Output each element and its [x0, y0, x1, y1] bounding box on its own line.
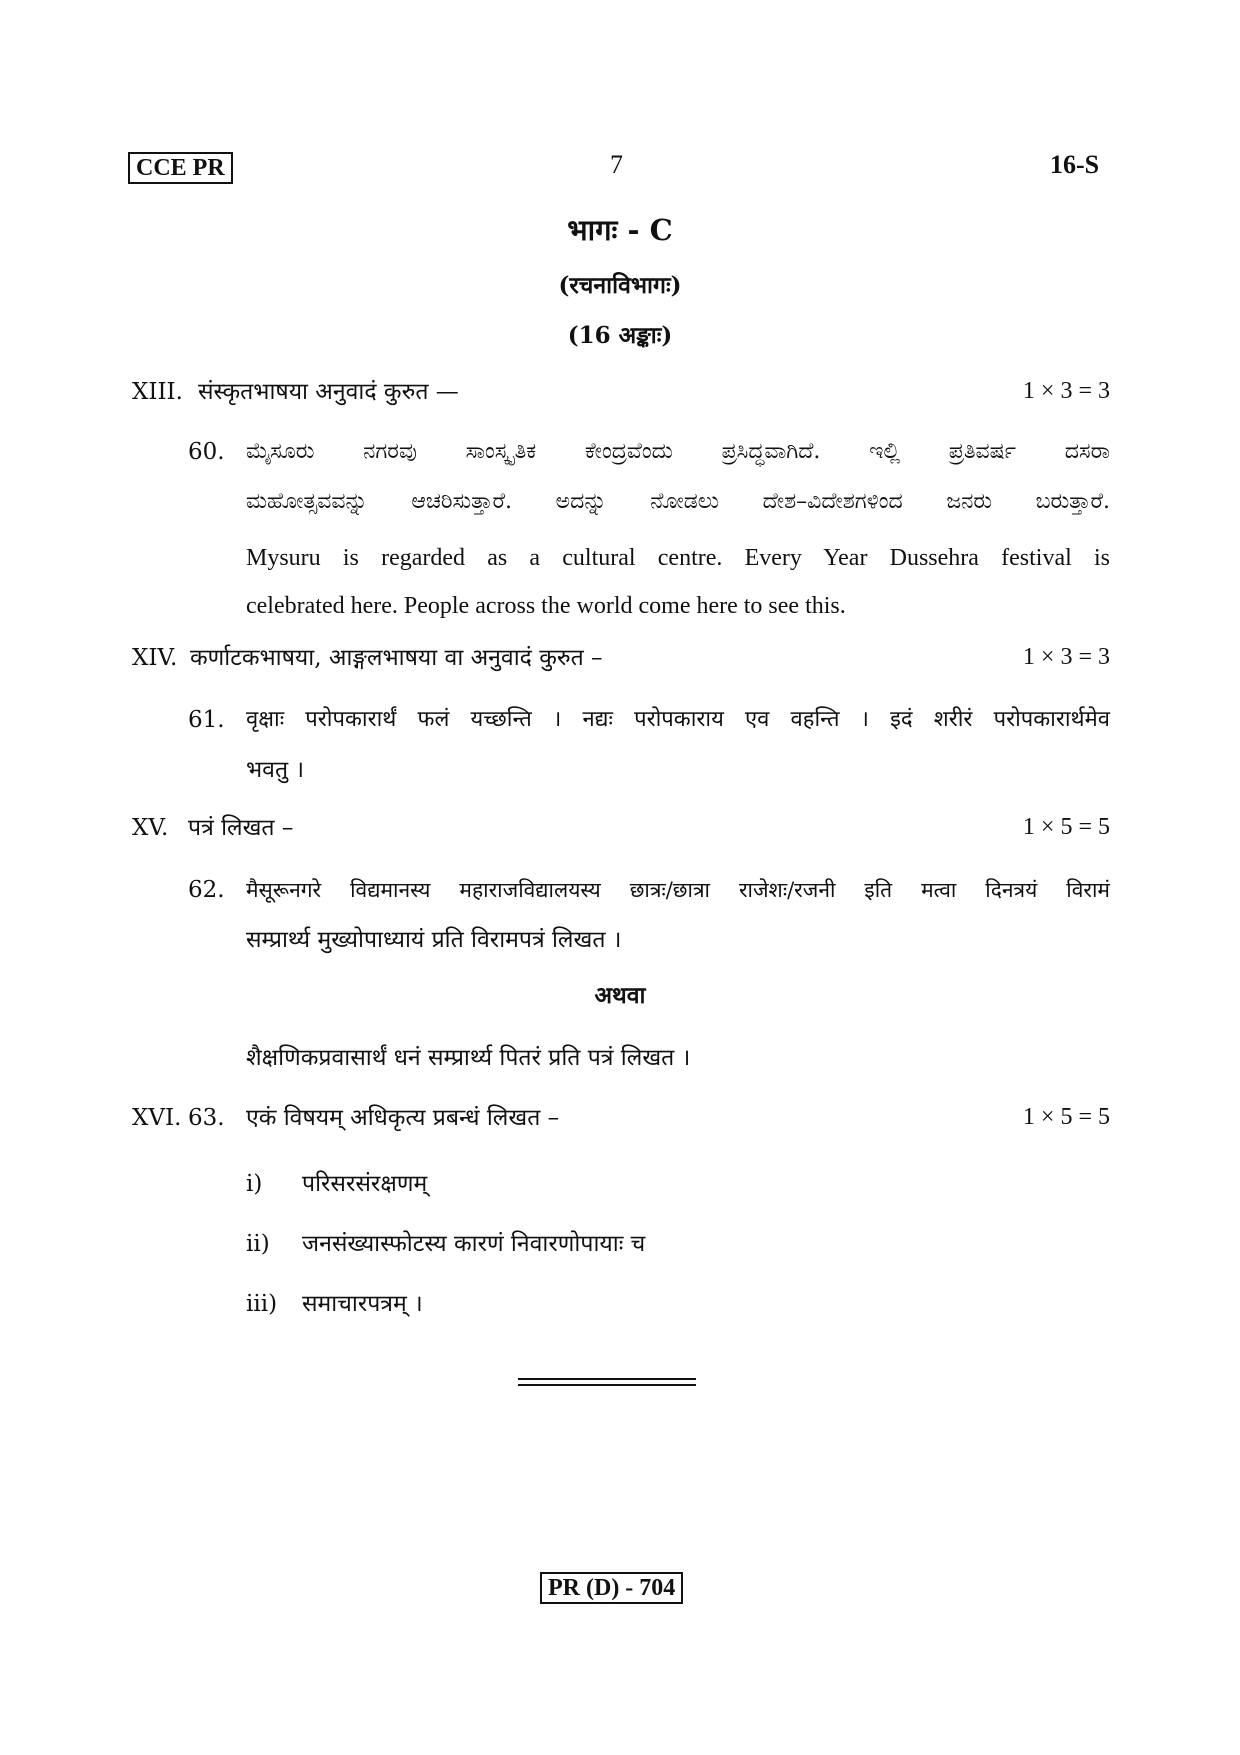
item-61-line1: वृक्षाः परोपकारार्थं फलं यच्छन्ति । नद्यः परोपकाराय एव वहन्ति । इदं शरीरं परोपकारार्थमेव [246, 707, 1110, 732]
question-14-marks: 1 × 3 = 3 [1022, 644, 1110, 670]
item-61-line2: भवतु । [246, 757, 305, 783]
item-62-number: 62. [188, 877, 225, 903]
end-rule-bottom [518, 1384, 696, 1386]
question-13-number: XIII. [132, 379, 183, 405]
option-text: परिसरसंरक्षणम् [302, 1171, 428, 1197]
footer-code-box: PR (D) - 704 [540, 1572, 683, 1604]
question-14-instruction: कर्णाटकभाषया, आङ्गलभाषया वा अनुवादं कुरुत – [190, 645, 603, 671]
item-60-kannada-line2: ಮಹೋತ್ಸವವನ್ನು ಆಚರಿಸುತ್ತಾರೆ. ಅದನ್ನು ನೋಡಲು ದೇಶ–ವಿದೇಶಗಳಿಂದ ಜನರು ಬರುತ್ತಾರೆ. [246, 489, 1110, 514]
question-13-marks: 1 × 3 = 3 [1022, 378, 1110, 404]
question-15-marks: 1 × 5 = 5 [1022, 814, 1110, 840]
option-label: i) [246, 1171, 263, 1197]
question-16-marks: 1 × 5 = 5 [1022, 1104, 1110, 1130]
question-16-number: XVI. [132, 1105, 182, 1131]
section-marks: (16 अङ्काः) [567, 322, 673, 349]
item-60-english-line2: celebrated here. People across the world come here to see this. [246, 593, 846, 619]
question-15-instruction: पत्रं लिखत – [188, 815, 294, 841]
item-62-line1: मैसूरूनगरे विद्यमानस्य महाराजविद्यालयस्य छात्रः/छात्रा राजेशः/रजनी इति मत्वा दिनत्रयं विरामं [246, 878, 1110, 902]
option-text: जनसंख्यास्फोटस्य कारणं निवारणोपायाः च [302, 1231, 646, 1257]
question-16-instruction: एकं विषयम् अधिकृत्य प्रबन्धं लिखत – [246, 1105, 560, 1131]
question-14-number: XIV. [132, 645, 178, 671]
section-subtitle: (रचनाविभागः) [558, 272, 682, 299]
item-62-alternative: शैक्षणिकप्रवासार्थं धनं सम्प्रार्थ्य पितरं प्रति पत्रं लिखत । [246, 1045, 691, 1071]
end-rule-top [518, 1378, 696, 1380]
paper-code: 16-S [1050, 150, 1100, 179]
header-code-box: CCE PR [128, 152, 233, 184]
option-text: समाचारपत्रम् । [302, 1291, 423, 1317]
section-title: भागः - C [567, 213, 673, 247]
item-60-english-line1: Mysuru is regarded as a cultural centre. Every Year Dussehra festival is [246, 545, 1110, 571]
option-label: ii) [246, 1231, 270, 1257]
item-60-number: 60. [188, 439, 225, 465]
option-label: iii) [246, 1291, 278, 1317]
item-61-number: 61. [188, 707, 225, 733]
or-separator: अथवा [594, 982, 646, 1009]
question-15-number: XV. [132, 815, 169, 841]
item-60-kannada-line1: ಮೈಸೂರು ನಗರವು ಸಾಂಸ್ಕೃತಿಕ ಕೇಂದ್ರವೆಂದು ಪ್ರಸಿದ್ಧವಾಗಿದೆ. ಇಲ್ಲಿ ಪ್ರತಿವರ್ಷ ದಸರಾ [246, 439, 1110, 464]
item-63-number: 63. [188, 1105, 225, 1131]
item-62-line2: सम्प्रार्थ्य मुख्योपाध्यायं प्रति विरामपत्रं लिखत । [246, 927, 622, 953]
page-number: 7 [610, 150, 623, 179]
question-13-instruction: संस्कृतभाषया अनुवादं कुरुत — [198, 379, 459, 405]
